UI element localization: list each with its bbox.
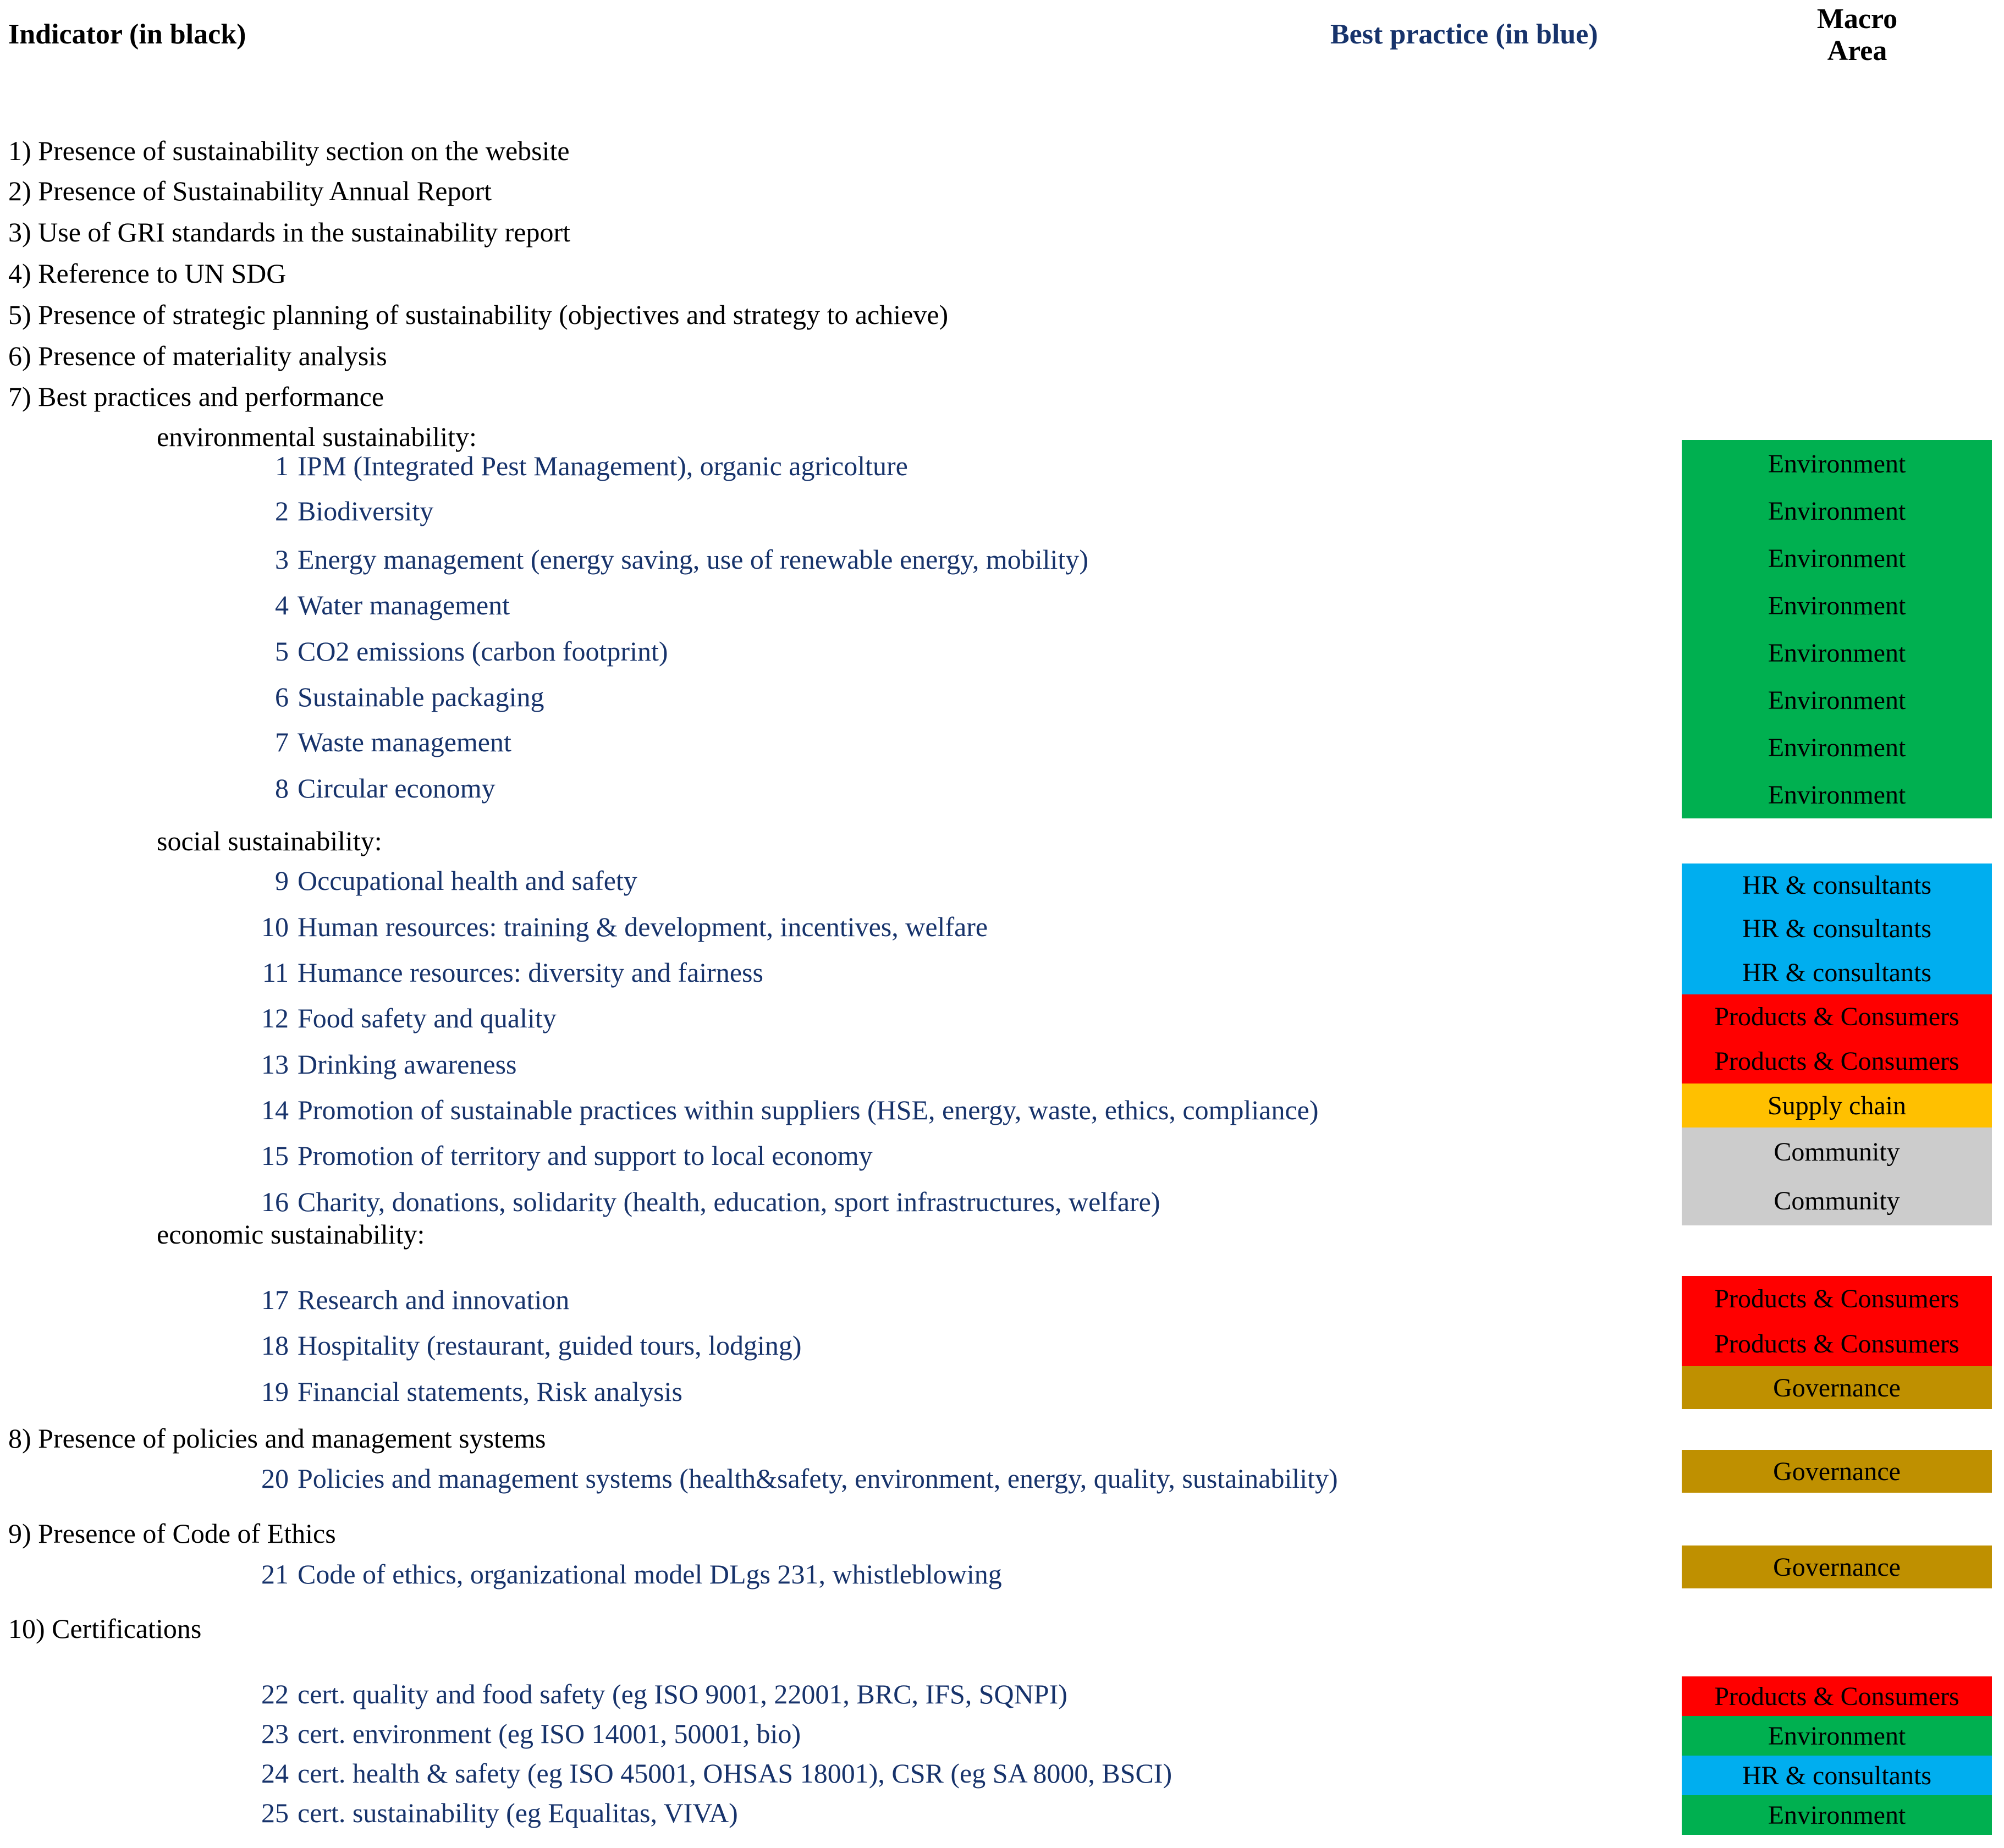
indicator-item-1: 1) Presence of sustainability section on the website (8, 135, 570, 166)
best-practice-row (0, 1558, 1002, 1590)
best-practice-row (0, 681, 544, 713)
best-practice-label: Sustainable packaging (298, 681, 544, 712)
column-header-macro-area (1777, 3, 1937, 67)
macro-area-cell (1682, 1039, 1992, 1084)
best-practice-label: Financial statements, Risk analysis (298, 1376, 682, 1407)
subheading-1: environmental sustainability: (157, 421, 477, 452)
macro-area-label: Governance (1773, 1552, 1901, 1582)
indicator-item-3: 3) Use of GRI standards in the sustainability report (8, 217, 571, 248)
macro-area-cell (1682, 1716, 1992, 1756)
best-practice-row (0, 1094, 1319, 1126)
macro-area-label: Products & Consumers (1714, 1284, 1959, 1313)
macro-area-cell (1682, 440, 1992, 487)
best-practice-label: Food safety and quality (298, 1003, 557, 1033)
macro-area-cell (1682, 1276, 1992, 1321)
best-practice-label: Promotion of territory and support to local economy (298, 1140, 873, 1171)
best-practice-label: Humance resources: diversity and fairness (298, 957, 763, 988)
best-practice-row (0, 956, 763, 988)
best-practice-number: 24 (261, 1758, 289, 1789)
best-practice-label: Energy management (energy saving, use of renewable energy, mobility) (298, 544, 1088, 575)
best-practice-row (0, 1284, 569, 1316)
subheading-3: economic sustainability: (157, 1219, 425, 1250)
macro-area-label: HR & consultants (1742, 1761, 1931, 1790)
best-practice-label: IPM (Integrated Pest Management), organic agricolture (298, 450, 908, 481)
best-practice-number: 22 (261, 1679, 289, 1709)
best-practice-number: 16 (261, 1186, 289, 1217)
best-practice-label: Drinking awareness (298, 1049, 517, 1080)
best-practice-row (0, 495, 433, 527)
best-practice-label: Occupational health and safety (298, 865, 637, 896)
best-practice-number: 23 (261, 1718, 289, 1749)
macro-area-cell (1682, 864, 1992, 907)
best-practice-row (0, 1376, 682, 1407)
macro-area-cell (1682, 1321, 1992, 1366)
indicator-item-8: 8) Presence of policies and management systems (8, 1423, 546, 1454)
best-practice-row (0, 543, 1088, 575)
macro-area-label: HR & consultants (1742, 871, 1931, 900)
best-practice-label: Waste management (298, 727, 511, 757)
best-practice-number: 5 (275, 636, 289, 667)
best-practice-number: 19 (261, 1376, 289, 1407)
indicator-item-6: 6) Presence of materiality analysis (8, 340, 387, 371)
best-practice-row (0, 1329, 802, 1361)
macro-area-cell (1682, 724, 1992, 771)
best-practice-row (0, 865, 637, 897)
macro-area-label: Environment (1768, 1721, 1906, 1751)
best-practice-label: Circular economy (298, 773, 496, 804)
best-practice-row (0, 1678, 1067, 1710)
macro-area-cell (1682, 1176, 1992, 1225)
best-practice-label: Human resources: training & development, incentives, welfare (298, 911, 988, 942)
best-practice-number: 10 (261, 911, 289, 942)
best-practice-number: 9 (275, 865, 289, 896)
macro-area-cell (1682, 1084, 1992, 1128)
indicator-item-4: 4) Reference to UN SDG (8, 258, 287, 289)
macro-area-label: Environment (1768, 543, 1906, 573)
best-practice-row (0, 589, 510, 621)
macro-area-label: Environment (1768, 591, 1906, 620)
best-practice-number: 15 (261, 1140, 289, 1171)
best-practice-label: Water management (298, 590, 510, 620)
macro-area-cell (1682, 907, 1992, 950)
best-practice-number: 17 (261, 1284, 289, 1315)
column-header-indicator: Indicator (in black) (8, 19, 246, 50)
best-practice-number: 14 (261, 1094, 289, 1125)
macro-area-label: Environment (1768, 685, 1906, 715)
macro-area-label: Environment (1768, 449, 1906, 479)
best-practice-label: cert. health & safety (eg ISO 45001, OHSAS 18001), CSR (eg SA 8000, BSCI) (298, 1758, 1172, 1789)
macro-area-label: HR & consultants (1742, 914, 1931, 944)
macro-area-label: Governance (1773, 1456, 1901, 1486)
indicator-item-10: 10) Certifications (8, 1613, 202, 1644)
best-practice-row (0, 1757, 1172, 1789)
macro-area-label: HR & consultants (1742, 958, 1931, 987)
best-practice-label: Code of ethics, organizational model DLgs 231, whistleblowing (298, 1559, 1002, 1590)
best-practice-number: 4 (275, 590, 289, 620)
best-practice-number: 20 (261, 1463, 289, 1494)
best-practice-number: 25 (261, 1797, 289, 1828)
macro-area-cell (1682, 582, 1992, 629)
macro-area-label: Governance (1773, 1373, 1901, 1402)
macro-area-cell (1682, 629, 1992, 676)
macro-area-cell (1682, 487, 1992, 535)
macro-area-line-2: Area (1827, 35, 1887, 67)
best-practice-row (0, 1140, 873, 1172)
best-practice-number: 21 (261, 1559, 289, 1590)
best-practice-row (0, 1797, 738, 1829)
macro-area-label: Environment (1768, 733, 1906, 762)
best-practice-row (0, 1718, 801, 1750)
macro-area-label: Products & Consumers (1714, 1002, 1959, 1031)
best-practice-row (0, 772, 496, 804)
subheading-2: social sustainability: (157, 826, 382, 856)
best-practice-label: Charity, donations, solidarity (health, education, sport infrastructures, welfare) (298, 1186, 1160, 1217)
best-practice-number: 12 (261, 1003, 289, 1033)
macro-area-label: Community (1774, 1137, 1900, 1167)
best-practice-number: 18 (261, 1330, 289, 1361)
indicator-item-5: 5) Presence of strategic planning of sustainability (objectives and strategy to achieve) (8, 299, 949, 330)
macro-area-label: Products & Consumers (1714, 1329, 1959, 1358)
best-practice-number: 2 (275, 496, 289, 526)
best-practice-row (0, 1002, 557, 1034)
macro-area-label: Community (1774, 1186, 1900, 1216)
best-practice-label: cert. sustainability (eg Equalitas, VIVA) (298, 1797, 738, 1828)
best-practice-row (0, 1048, 517, 1080)
best-practice-row (0, 450, 908, 482)
macro-area-cell (1682, 1546, 1992, 1588)
column-header-best-practice: Best practice (in blue) (1330, 19, 1598, 50)
best-practice-row (0, 1186, 1160, 1218)
best-practice-number: 1 (275, 450, 289, 481)
best-practice-label: Policies and management systems (health&safety, environment, energy, quality, sustainability) (298, 1463, 1338, 1494)
best-practice-label: Research and innovation (298, 1284, 570, 1315)
macro-area-cell (1682, 1366, 1992, 1409)
indicator-item-2: 2) Presence of Sustainability Annual Report (8, 175, 492, 206)
macro-area-cell (1682, 1756, 1992, 1795)
best-practice-number: 8 (275, 773, 289, 804)
best-practice-row (0, 911, 988, 943)
best-practice-label: cert. environment (eg ISO 14001, 50001, bio) (298, 1718, 801, 1749)
macro-area-line-1: Macro (1816, 3, 1898, 35)
best-practice-label: Promotion of sustainable practices within suppliers (HSE, energy, waste, ethics, compliance) (298, 1094, 1319, 1125)
best-practice-label: Hospitality (restaurant, guided tours, lodging) (298, 1330, 802, 1361)
macro-area-label: Products & Consumers (1714, 1047, 1959, 1076)
best-practice-row (0, 726, 511, 758)
macro-area-cell (1682, 535, 1992, 582)
best-practice-label: Biodiversity (298, 496, 434, 526)
best-practice-number: 13 (261, 1049, 289, 1080)
macro-area-label: Supply chain (1768, 1091, 1906, 1120)
macro-area-cell (1682, 951, 1992, 994)
macro-area-label: Environment (1768, 496, 1906, 526)
macro-area-cell (1682, 1795, 1992, 1835)
macro-area-cell (1682, 676, 1992, 724)
macro-area-label: Products & Consumers (1714, 1681, 1959, 1711)
macro-area-label: Environment (1768, 780, 1906, 810)
macro-area-cell (1682, 1676, 1992, 1716)
best-practice-label: cert. quality and food safety (eg ISO 9001, 22001, BRC, IFS, SQNPI) (298, 1679, 1067, 1709)
best-practice-row (0, 635, 668, 667)
macro-area-label: Environment (1768, 638, 1906, 668)
best-practice-label: CO2 emissions (carbon footprint) (298, 636, 668, 667)
macro-area-cell (1682, 1128, 1992, 1176)
best-practice-row (0, 1462, 1338, 1494)
indicator-item-7: 7) Best practices and performance (8, 381, 384, 412)
macro-area-cell (1682, 771, 1992, 818)
indicator-item-9: 9) Presence of Code of Ethics (8, 1518, 336, 1549)
best-practice-number: 11 (262, 957, 289, 988)
macro-area-cell (1682, 994, 1992, 1039)
best-practice-number: 6 (275, 681, 289, 712)
best-practice-number: 3 (275, 544, 289, 575)
best-practice-number: 7 (275, 727, 289, 757)
macro-area-cell (1682, 1450, 1992, 1493)
macro-area-label: Environment (1768, 1800, 1906, 1830)
